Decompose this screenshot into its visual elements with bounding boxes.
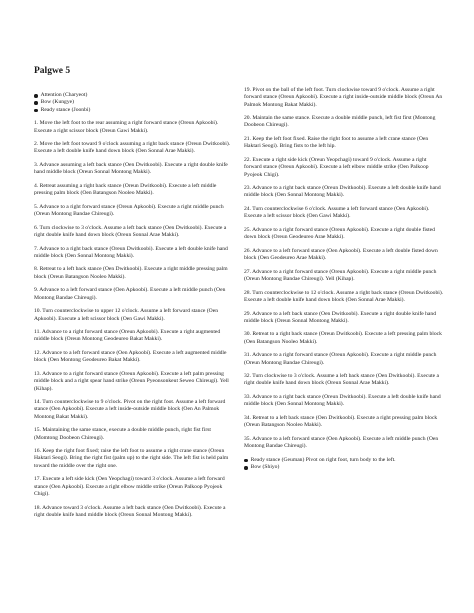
command-item — [244, 464, 444, 471]
step-paragraph: 31. Advance to a right forward stance (Oreun Apkoobi). Execute a right middle punch (Oreun Montong Bandae Chireugi). — [244, 352, 437, 366]
step-paragraph: 12. Advance to a left forward stance (Oen Apkoobi). Execute a left augmented middle block (Oen Montong Geodeureo Bakat Makki). — [34, 350, 227, 364]
left-column — [34, 92, 232, 525]
step-paragraph: 13. Advance to a right forward stance (Oreun Apkoobi). Execute a left palm pressing middle block and a right spear hand strike (Oreun Pyeonsonkeut Seweo Chireugi). Yell (Kihap). — [34, 370, 229, 392]
step-paragraph: 32. Turn clockwise to 3 o'clock. Assume a left back stance (Oen Dwitkoobi). Execute a right double knife hand down block (Oreun Sonnal Arae Makki). — [244, 373, 440, 387]
step-paragraph: 17. Execute a left side kick (Oen Yeopchagi) toward 3 o'clock. Assume a left forward stance (Oen Apkoobi). Execute a right elbow middle strike (Oreun Palkoop Pyojeok Chigi). — [34, 476, 225, 497]
step-paragraph: 14. Turn counterclockwise to 9 o'clock. Pivot on the right foot. Assume a left forward stance (Oen Apkoobi). Execute a left inside-outside middle block (Oen An Palmok Montong Bakat Makki). — [34, 399, 226, 420]
bullet-icon — [34, 109, 38, 113]
step-paragraph: 18. Advance toward 3 o'clock. Assume a left back stance (Oen Dwitkoobi). Execute a right double knife hand middle block (Oreun Sonnal Montong Makki). — [34, 504, 226, 518]
step-paragraph: 7. Advance to a right back stance (Oreun Dwitkoobi). Execute a left double knife hand middle block (Oen Sonnal Montong Makki). — [34, 245, 228, 259]
command-text: Ready stance (Geuman) Pivot on right foot, turn body to the left. — [250, 456, 396, 463]
step-paragraph: 35. Advance to a left forward stance (Oen Apkoobi). Execute a left middle punch (Oen Montong Bandae Chireugi). — [244, 435, 439, 450]
step-paragraph: 9. Advance to a left forward stance (Oen Apkoobi). Execute a left middle punch (Oen Montong Bandae Chireugi). — [34, 287, 226, 301]
command-item — [34, 99, 232, 106]
bullet-icon — [34, 101, 38, 105]
step-paragraph: 4. Retreat assuming a right back stance (Oreun Dwitkoobi). Execute a left middle pressing palm block (Oen Batangson Nooleo Makki). — [34, 182, 217, 197]
steps-right-list — [244, 87, 444, 450]
step-paragraph: 26. Advance to a left forward stance (Oen Apkoobi). Execute a left double fisted down block (Oen Geodeureo Arae Makki). — [244, 247, 438, 262]
step-paragraph: 21. Keep the left foot fixed. Raise the right foot to assume a left crane stance (Oen Haktari Seogi). Bring fists to the left hip. — [244, 136, 429, 150]
step-paragraph: 15. Maintaining the same stance, execute a double middle punch, right fist first (Momtong Doobeon Chireugi). — [34, 427, 211, 441]
bullet-icon — [244, 459, 248, 463]
step-paragraph: 5. Advance to a right forward stance (Oreun Apkoobi). Execute a right middle punch (Oreun Montong Bandae Chireugi). — [34, 203, 224, 218]
bullet-icon — [244, 466, 248, 470]
step-paragraph: 6. Turn clockwise to 3 o'clock. Assume a left back stance (Oen Dwitkoobi). Execute a right double knife hand down block (Oreun Sonnal Arae Makki). — [34, 224, 227, 238]
command-text: Attention (Charyeot) — [40, 92, 88, 98]
closing-commands-list — [244, 457, 444, 472]
step-paragraph: 34. Retreat to a left back stance (Oen Dwitkoobi). Execute a right pressing palm block (Oreun Batangson Nooleo Makki). — [244, 414, 438, 429]
command-text: Bow (Kungye) — [40, 99, 74, 106]
step-paragraph: 24. Turn counterclockwise 6 o'clock. Assume a left forward stance (Oen Apkoobi). Execute a left scissor block (Oen Gawi Makki). — [244, 206, 430, 220]
steps-left-list — [34, 120, 232, 519]
right-column — [244, 87, 444, 478]
step-paragraph: 23. Advance to a right back stance (Oreun Dwitkoobi). Execute a left double knife hand middle block (Oen Sonnal Montong Makki). — [244, 185, 441, 199]
step-paragraph: 27. Advance to a right forward stance (Oreun Apkoobi). Execute a right middle punch (Oreun Montong Bandae Chireugi). Yell (Kihap). — [244, 268, 437, 283]
step-paragraph: 2. Move the left foot toward 9 o'clock assuming a right back stance (Oreun Dwitkoobi). Execute a left double knife hand down block (Oen Sonnal Arae Makki). — [34, 141, 231, 155]
command-text: Bow (Shiyo) — [250, 464, 280, 471]
step-paragraph: 20. Maintain the same stance. Execute a double middle punch, left fist first (Montong Doobeon Chireugi). — [244, 115, 436, 129]
step-paragraph: 11. Advance to a right forward stance (Oreun Apkoobi). Execute a right augmented middle block (Oreun Montong Geodeureo Bakat Makki). — [34, 329, 221, 343]
step-paragraph: 28. Turn counterclockwise to 12 o'clock. Assume a right back stance (Oreun Dwitkoobi). Execute a left double knife hand down block (Oen Sonnal Arae Makki). — [244, 289, 444, 303]
command-item — [34, 107, 232, 114]
step-paragraph: 3. Advance assuming a left back stance (Oen Dwitkoobi). Execute a right double knife hand middle block (Oreun Sonnal Montong Makki). — [34, 162, 228, 176]
step-paragraph: 1. Move the left foot to the rear assuming a right forward stance (Oreun Apkoobi). Execute a right scissor block (Oreun Gawi Makki). — [34, 120, 219, 134]
step-paragraph: 29. Advance to a left back stance (Oen Dwitkoobi). Execute a right double knife hand middle block (Oreun Sonnal Montong Makki). — [244, 310, 436, 324]
document-title: Palgwe 5 — [34, 66, 71, 76]
step-paragraph: 16. Keep the right foot fixed; raise the left foot to assume a right crane stance (Oreun Haktari Seogi). Bring the right fist (palm up) to the right side. The left fist is held palm toward the middle over the right one. — [34, 448, 229, 469]
step-paragraph: 30. Retreat to a right back stance (Oreun Dwitkoobi). Execute a left pressing palm block (Oen Batangson Nooleo Makki). — [244, 331, 442, 345]
step-paragraph: 22. Execute a right side kick (Oreun Yeopchagi) toward 9 o'clock. Assume a right forward stance (Oreun Apkoobi). Execute a left elbow middle strike (Oen Palkoop Pyojeok Chigi). — [244, 156, 429, 178]
bullet-icon — [34, 94, 38, 98]
step-paragraph: 33. Advance to a right back stance (Oreun Dwitkoobi). Execute a left double knife hand middle block (Oen Sonnal Montong Makki). — [244, 394, 441, 408]
step-paragraph: 10. Turn counterclockwise to upper 12 o'clock. Assume a left forward stance (Oen Apkoobi). Execute a left scissor block (Oen Gawi Makki). — [34, 308, 219, 322]
intro-commands-list — [34, 92, 232, 114]
command-text: Ready stance (Joonbi) — [40, 106, 91, 113]
step-paragraph: 19. Pivot on the ball of the left foot. Turn clockwise toward 9 o'clock. Assume a right forward stance (Oreun Apkoobi). Execute a right inside-outside middle block (Oreun An Palmok Montong Bakat Makki). — [244, 87, 443, 108]
step-paragraph: 25. Advance to a right forward stance (Oreun Apkoobi). Execute a right double fisted down block (Oreun Geodeureo Arae Makki). — [244, 226, 435, 241]
step-paragraph: 8. Retreat to a left back stance (Oen Dwitkoobi). Execute a right middle pressing palm block (Oreun Batangson Nooleo Makki). — [34, 266, 228, 280]
